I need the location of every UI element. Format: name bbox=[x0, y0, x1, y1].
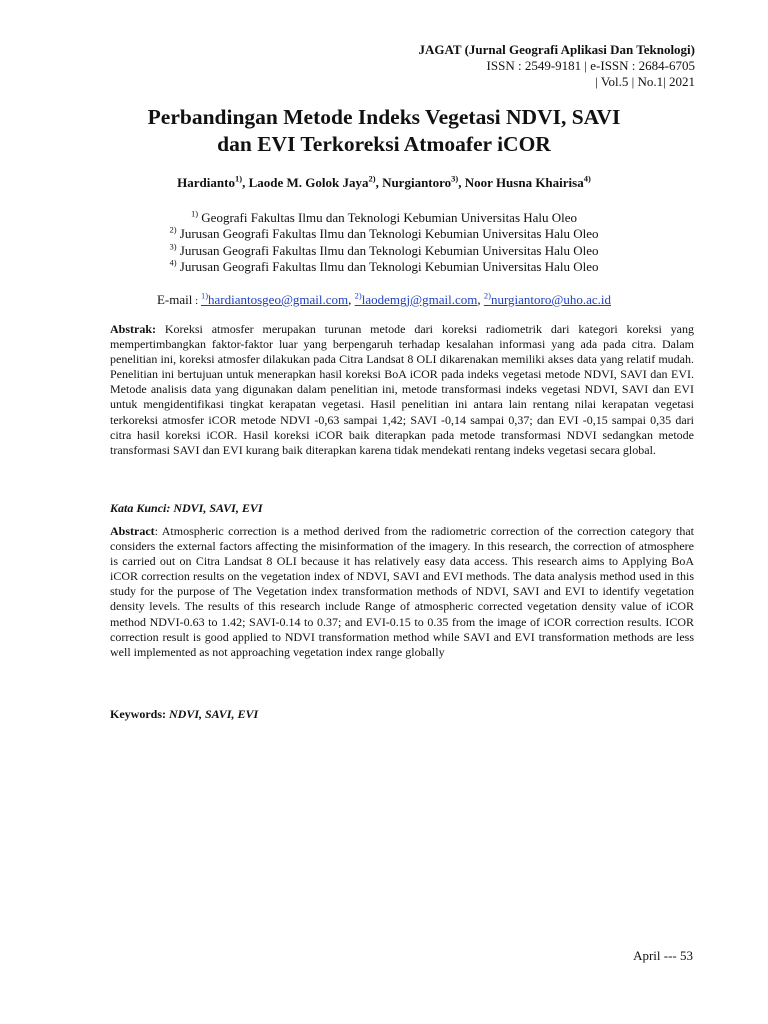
affiliation-list bbox=[80, 210, 688, 275]
abstract-paragraph bbox=[110, 524, 694, 660]
email-colon: : bbox=[192, 295, 201, 307]
affiliation bbox=[80, 226, 688, 242]
abstrak-paragraph bbox=[110, 322, 694, 458]
author-separator: , bbox=[375, 175, 383, 190]
email-link[interactable] bbox=[201, 292, 348, 307]
affiliation bbox=[80, 243, 688, 259]
affiliation-text: Jurusan Geografi Fakultas Ilmu dan Teknologi Kebumian Universitas Halu Oleo bbox=[176, 226, 599, 242]
paper-title bbox=[90, 104, 678, 158]
author-separator: , bbox=[242, 175, 249, 190]
affiliation-text: Jurusan Geografi Fakultas Ilmu dan Teknologi Kebumian Universitas Halu Oleo bbox=[176, 258, 599, 274]
author-sup: 2) bbox=[368, 173, 376, 184]
affiliation-sup: 4) bbox=[169, 257, 177, 268]
email-address: laodemgj@gmail.com bbox=[361, 292, 478, 307]
author-name: Hardianto bbox=[177, 175, 235, 190]
email-link[interactable] bbox=[484, 292, 611, 307]
affiliation-sup: 3) bbox=[169, 241, 177, 252]
journal-issn: ISSN : 2549-9181 | e-ISSN : 2684-6705 bbox=[486, 58, 695, 73]
abstract-label: Abstract bbox=[110, 524, 155, 538]
keywords bbox=[110, 707, 258, 722]
abstract-text: : Atmospheric correction is a method derived from the radiometric correction of the correction category that considers the external factors affecting the misinformation of the imagery. In this research, the correction of atmosphere is carried out on Citra Landsat 8 OLI because it has relatively easy data access. This research aims to Applying BoA iCOR correction results on the vegetation index of NDVI, SAVI and EVI methods. The data analysis method used in this study for the purpose of The Vegetation index transformation methods of NDVI, SAVI and EVI to identify vegetation density levels. The results of this research include Range of atmospheric corrected vegetation density value of iCOR method NDVI-0.63 to 1.42; SAVI-0.14 to 0.37; and EVI-0.15 to 0.35 from the image of iCOR correction results. ICOR correction result is good applied to NDVI transformation method while SAVI and EVI transformation methods are less well implemented as not approaching vegetation index range globally bbox=[110, 524, 694, 659]
journal-header bbox=[195, 42, 695, 90]
keywords-value: NDVI, SAVI, EVI bbox=[166, 707, 259, 721]
email-address: nurgiantoro@uho.ac.id bbox=[490, 292, 611, 307]
abstrak-text: Koreksi atmosfer merupakan turunan metode dari koreksi radiometrik dari kategori koreksi yang mempertimbangkan faktor-faktor luar yang berpengaruh terhadap kesalahan informasi yang ada pada citra. Dalam penelitian ini, koreksi atmosfer dilakukan pada Citra Landsat 8 OLI dikarenakan memiliki akses data yang relatif mudah. Penelitian ini bertujuan untuk menerapkan hasil koreksi BoA iCOR pada indeks vegetasi metode NDVI, SAVI dan EVI. Metode analisis data yang digunakan dalam penelitian ini, metode transformasi indeks vegetasi NDVI, SAVI dan EVI untuk mengidentifikasi tingkat kerapatan vegetasi. Hasil penelitian ini antara lain rentang nilai kerapatan vegetasi terkoreksi atmosfer iCOR metode NDVI -0,63 sampai 1,42; SAVI -0,14 sampai 0,37; dan EVI -0,15 sampai 0,35 dari citra hasil koreksi iCOR. Hasil koreksi iCOR baik diterapkan pada metode transformasi NDVI sedangkan metode transformasi SAVI dan EVI kurang baik diterapkan karena tidak mendekati rentang indeks vegetasi secara global. bbox=[110, 322, 694, 457]
journal-name: JAGAT (Jurnal Geografi Aplikasi Dan Teknologi) bbox=[418, 42, 695, 57]
email-line bbox=[60, 291, 708, 310]
affiliation bbox=[80, 210, 688, 226]
email-sup: 1) bbox=[200, 290, 209, 301]
paper-title-line: dan EVI Terkoreksi Atmoafer iCOR bbox=[217, 132, 551, 156]
author-sup: 1) bbox=[234, 173, 243, 184]
author-name: Nurgiantoro bbox=[382, 175, 452, 190]
page-footer: April --- 53 bbox=[633, 948, 693, 963]
email-sup: 2) bbox=[354, 290, 362, 301]
email-separator: , bbox=[348, 292, 355, 307]
email-label: E-mail bbox=[156, 292, 193, 307]
author-sup: 3) bbox=[451, 173, 459, 184]
email-separator: , bbox=[477, 292, 484, 307]
author-name: Laode M. Golok Jaya bbox=[248, 175, 369, 190]
author-name: Noor Husna Khairisa bbox=[464, 175, 584, 190]
journal-volume: | Vol.5 | No.1| 2021 bbox=[595, 74, 695, 89]
affiliation-sup: 2) bbox=[169, 224, 177, 235]
affiliation bbox=[80, 259, 688, 275]
affiliation-sup: 1) bbox=[190, 208, 199, 219]
keywords-label: Keywords: bbox=[110, 707, 166, 721]
author-list bbox=[60, 174, 708, 192]
email-address: hardiantosgeo@gmail.com bbox=[208, 292, 349, 307]
paper-title-line: Perbandingan Metode Indeks Vegetasi NDVI, SAVI bbox=[147, 105, 621, 129]
affiliation-text: Geografi Fakultas Ilmu dan Teknologi Kebumian Universitas Halu Oleo bbox=[198, 210, 578, 225]
affiliation-text: Jurusan Geografi Fakultas Ilmu dan Teknologi Kebumian Universitas Halu Oleo bbox=[176, 242, 599, 258]
kata-kunci: Kata Kunci: NDVI, SAVI, EVI bbox=[110, 501, 263, 515]
author-separator: , bbox=[458, 175, 465, 190]
email-link[interactable] bbox=[355, 292, 478, 307]
abstrak-label: Abstrak: bbox=[110, 322, 157, 336]
email-sup: 2) bbox=[483, 290, 491, 301]
author-sup: 4) bbox=[583, 173, 591, 184]
